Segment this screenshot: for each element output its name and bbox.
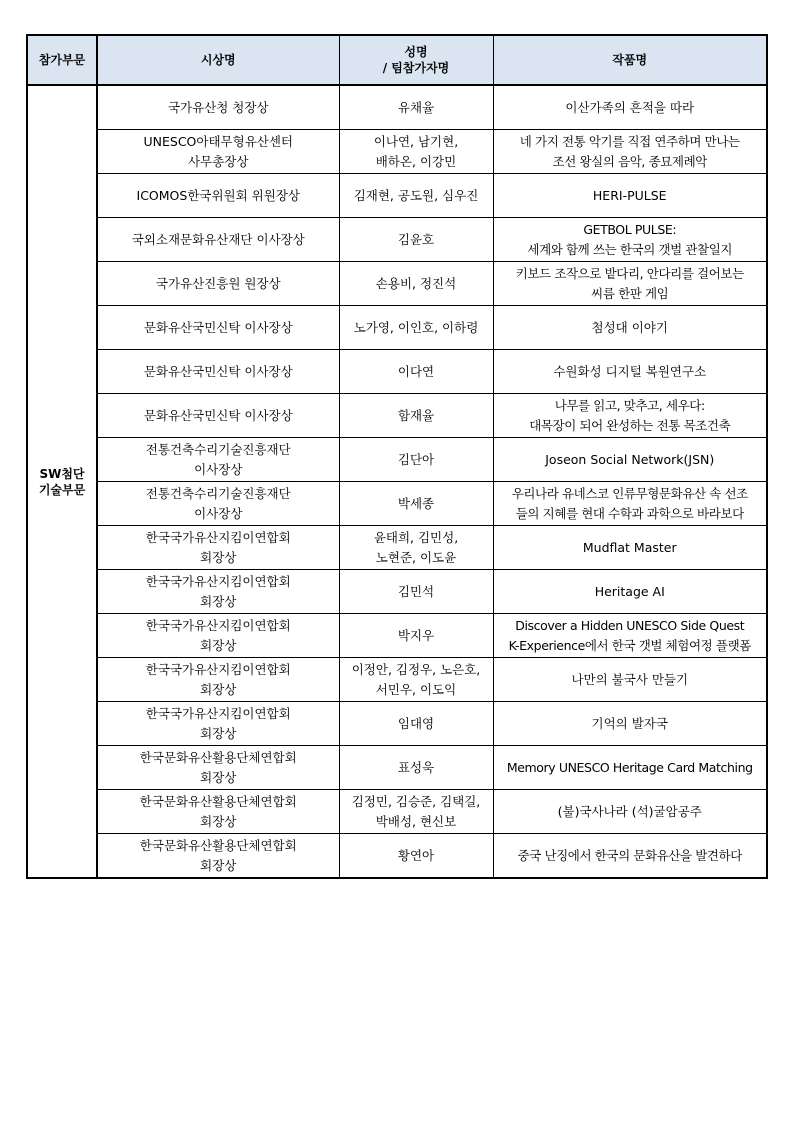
award-cell: 한국국가유산지킴이연합회 회장상 — [97, 526, 339, 570]
table-row — [27, 658, 767, 702]
table-row — [27, 174, 767, 218]
names-cell: 임대영 — [339, 702, 493, 746]
table-row — [27, 262, 767, 306]
award-cell: 국가유산청 청장상 — [97, 85, 339, 130]
category-label-line1: SW첨단 — [39, 466, 85, 481]
table-row — [27, 702, 767, 746]
names-cell: 윤태희, 김민성, 노현준, 이도윤 — [339, 526, 493, 570]
table-row — [27, 790, 767, 834]
award-cell: 국외소재문화유산재단 이사장상 — [97, 218, 339, 262]
header-work: 작품명 — [493, 35, 767, 85]
names-cell: 함재율 — [339, 394, 493, 438]
work-cell: 기억의 발자국 — [493, 702, 767, 746]
work-cell: 중국 난징에서 한국의 문화유산을 발견하다 — [493, 834, 767, 879]
table-row — [27, 130, 767, 174]
table-row — [27, 306, 767, 350]
work-cell: Mudflat Master — [493, 526, 767, 570]
work-cell: 수원화성 디지털 복원연구소 — [493, 350, 767, 394]
award-cell: 한국문화유산활용단체연합회 회장상 — [97, 790, 339, 834]
work-cell: 나무를 읽고, 맞추고, 세우다: 대목장이 되어 완성하는 전통 목조건축 — [493, 394, 767, 438]
header-award: 시상명 — [97, 35, 339, 85]
names-cell: 황연아 — [339, 834, 493, 879]
work-cell: 나만의 불국사 만들기 — [493, 658, 767, 702]
table-row — [27, 394, 767, 438]
table-row — [27, 614, 767, 658]
table-row — [27, 482, 767, 526]
header-names-line1: 성명 — [404, 45, 428, 59]
table-row — [27, 834, 767, 879]
category-label-line2: 기술부문 — [38, 482, 86, 497]
names-cell: 김민석 — [339, 570, 493, 614]
work-cell: HERI-PULSE — [493, 174, 767, 218]
table-row — [27, 438, 767, 482]
names-cell: 김윤호 — [339, 218, 493, 262]
names-cell: 이나연, 남기현, 배하온, 이강민 — [339, 130, 493, 174]
table-row — [27, 85, 767, 130]
header-row — [27, 35, 767, 85]
work-cell: 첨성대 이야기 — [493, 306, 767, 350]
names-cell: 손용비, 정진석 — [339, 262, 493, 306]
work-cell: (불)국사나라 (석)굴암공주 — [493, 790, 767, 834]
work-cell: Heritage AI — [493, 570, 767, 614]
work-cell: 이산가족의 흔적을 따라 — [493, 85, 767, 130]
names-cell: 이정안, 김정우, 노은호, 서민우, 이도익 — [339, 658, 493, 702]
names-cell: 박세종 — [339, 482, 493, 526]
award-cell: 전통건축수리기술진흥재단 이사장상 — [97, 438, 339, 482]
header-names-line2: / 팀참가자명 — [382, 61, 450, 75]
names-cell: 김재현, 공도원, 심우진 — [339, 174, 493, 218]
award-cell: 한국국가유산지킴이연합회 회장상 — [97, 658, 339, 702]
work-cell: Discover a Hidden UNESCO Side Quest K-Experience에서 한국 갯벌 체험여정 플랫폼 — [493, 614, 767, 658]
award-cell: 한국국가유산지킴이연합회 회장상 — [97, 702, 339, 746]
table-row — [27, 746, 767, 790]
award-cell: ICOMOS한국위원회 위원장상 — [97, 174, 339, 218]
table-row — [27, 526, 767, 570]
table-row — [27, 350, 767, 394]
award-cell: 한국국가유산지킴이연합회 회장상 — [97, 614, 339, 658]
work-cell: GETBOL PULSE: 세계와 함께 쓰는 한국의 갯벌 관찰일지 — [493, 218, 767, 262]
table-row — [27, 218, 767, 262]
work-cell: Joseon Social Network(JSN) — [493, 438, 767, 482]
award-cell: 전통건축수리기술진흥재단 이사장상 — [97, 482, 339, 526]
names-cell: 노가영, 이인호, 이하령 — [339, 306, 493, 350]
award-cell: 문화유산국민신탁 이사장상 — [97, 306, 339, 350]
category-cell — [27, 85, 97, 878]
work-cell: 키보드 조작으로 밭다리, 안다리를 걸어보는 씨름 한판 게임 — [493, 262, 767, 306]
award-cell: 문화유산국민신탁 이사장상 — [97, 394, 339, 438]
names-cell: 김정민, 김승준, 김택길, 박배성, 현신보 — [339, 790, 493, 834]
award-cell: 문화유산국민신탁 이사장상 — [97, 350, 339, 394]
award-cell: 한국문화유산활용단체연합회 회장상 — [97, 746, 339, 790]
names-cell: 표성욱 — [339, 746, 493, 790]
award-cell: 한국국가유산지킴이연합회 회장상 — [97, 570, 339, 614]
names-cell: 박지우 — [339, 614, 493, 658]
award-cell: 국가유산진흥원 원장상 — [97, 262, 339, 306]
award-cell: 한국문화유산활용단체연합회 회장상 — [97, 834, 339, 879]
names-cell: 김단아 — [339, 438, 493, 482]
header-category: 참가부문 — [27, 35, 97, 85]
work-cell: Memory UNESCO Heritage Card Matching — [493, 746, 767, 790]
names-cell: 유채율 — [339, 85, 493, 130]
work-cell: 네 가지 전통 악기를 직접 연주하며 만나는 조선 왕실의 음악, 종묘제례악 — [493, 130, 767, 174]
award-table — [26, 34, 768, 879]
header-names — [339, 35, 493, 85]
names-cell: 이다연 — [339, 350, 493, 394]
table-row — [27, 570, 767, 614]
work-cell: 우리나라 유네스코 인류무형문화유산 속 선조 들의 지혜를 현대 수학과 과학으로 바라보다 — [493, 482, 767, 526]
award-cell: UNESCO아태무형유산센터 사무총장상 — [97, 130, 339, 174]
